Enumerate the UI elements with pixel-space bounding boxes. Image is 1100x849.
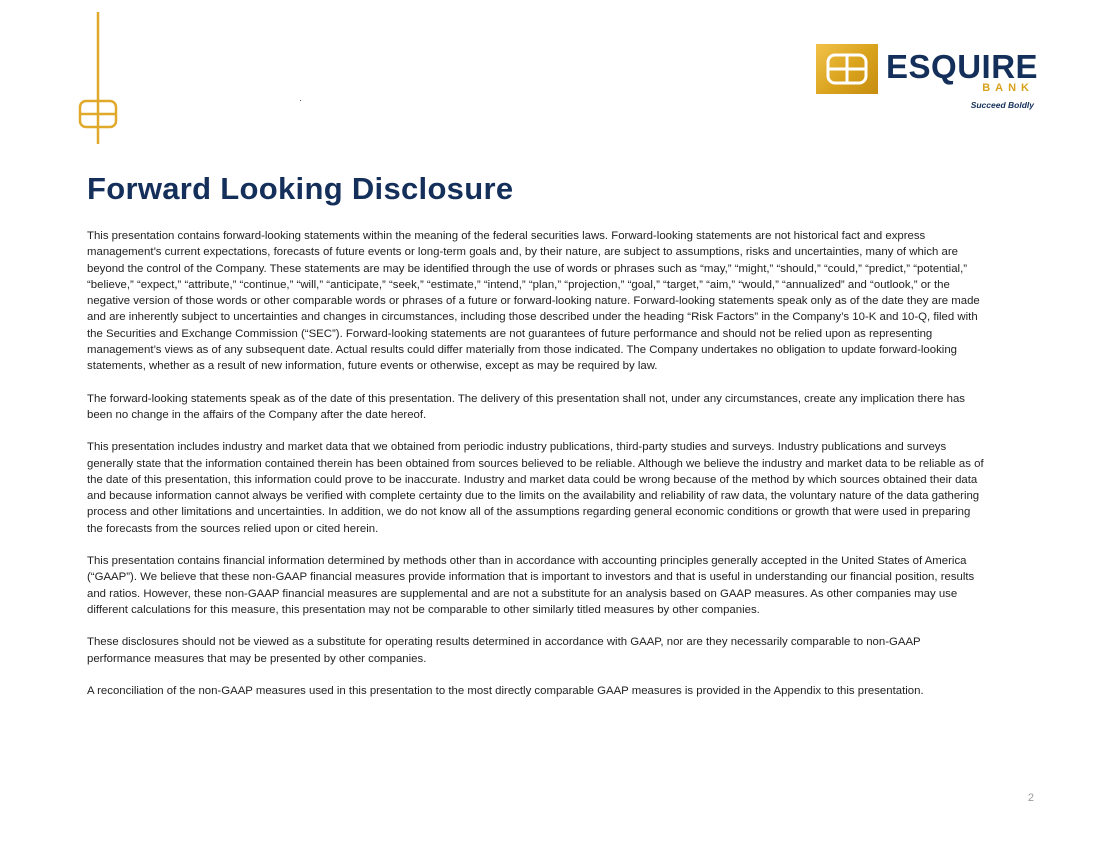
logo-wordmark: ESQUIRE	[886, 48, 1039, 85]
disclosure-body	[87, 228, 987, 715]
page-title: Forward Looking Disclosure	[87, 171, 514, 206]
paragraph-forward-looking: This presentation contains forward-looking statements within the meaning of the federal securities laws. Forward-looking statements are not historical fact and express management’s current expectations, forecasts of future events or long-term goals and, by their nature, are subject to assumptions, risks and uncertainties, many of which are beyond the control of the Company. These statements are may be identified through the use of words or phrases such as “may,” “might,” “should,” “could,” “predict,” “potential,” “believe,” “expect,” “attribute,” “continue,” “will,” “anticipate,” “seek,” “estimate,” “intend,” “plan,” “projection,” “goal,” “target,” “aim,” “would,” “annualized” and “outlook,” or the negative version of those words or other comparable words or phrases of a future or forward-looking nature. Forward-looking statements speak only as of the date they are made and are inherently subject to uncertainties and changes in circumstances, including those described under the heading “Risk Factors” in the Company’s 10-K and 10-Q, filed with the Securities and Exchange Commission (“SEC”). Forward-looking statements are not guarantees of future performance and should not be relied upon as representing management’s views as of any subsequent date. Actual results could differ materially from those indicated. The Company undertakes no obligation to update forward-looking statements, whether as a result of new information, future events or otherwise, except as may be required by law.	[87, 230, 980, 373]
eb-monogram-icon	[816, 44, 878, 94]
esquire-bank-logo	[816, 44, 1038, 114]
paragraph-substitute: These disclosures should not be viewed as a substitute for operating results determined in accordance with GAAP, nor are they necessarily comparable to non-GAAP performance measures that may be presented by other companies.	[87, 636, 921, 665]
artifact-dot	[300, 100, 301, 101]
paragraph-reconciliation: A reconciliation of the non-GAAP measures used in this presentation to the most directly comparable GAAP measures is provided in the Appendix to this presentation.	[87, 684, 924, 697]
paragraph-industry-data: This presentation includes industry and market data that we obtained from periodic industry publications, third-party studies and surveys. Industry publications and surveys generally state that the information contained therein has been obtained from sources believed to be reliable. Although we believe the industry and market data to be reliable as of the date of this presentation, this information could prove to be inaccurate. Industry and market data could be wrong because of the method by which sources obtained their data and because information cannot always be verified with complete certainty due to the limits on the availability and reliability of raw data, the voluntary nature of the data gathering process and other limitations and uncertainties. In addition, we do not know all of the assumptions regarding general economic conditions or growth that were used in preparing the forecasts from the sources relied upon or cited herein.	[87, 441, 984, 535]
logo-tagline: Succeed Boldly	[970, 100, 1034, 110]
page-number: 2	[1027, 792, 1034, 804]
logo-bank-label: BANK	[982, 82, 1034, 94]
eb-monogram-line-icon	[78, 12, 120, 144]
paragraph-date-of-presentation: The forward-looking statements speak as of the date of this presentation. The delivery of this presentation shall not, under any circumstances, create any implication there has been no change in the affairs of the Company after the date hereof.	[87, 392, 965, 421]
paragraph-non-gaap: This presentation contains financial information determined by methods other than in accordance with accounting principles generally accepted in the United States of America (“GAAP”). We believe that these non-GAAP financial measures provide information that is important to investors and that is useful in understanding our financial position, results and ratios. However, these non-GAAP financial measures are supplemental and are not a substitute for an analysis based on GAAP measures. As other companies may use different calculations for this measure, this presentation may not be comparable to other similarly titled measures by other companies.	[87, 555, 975, 616]
